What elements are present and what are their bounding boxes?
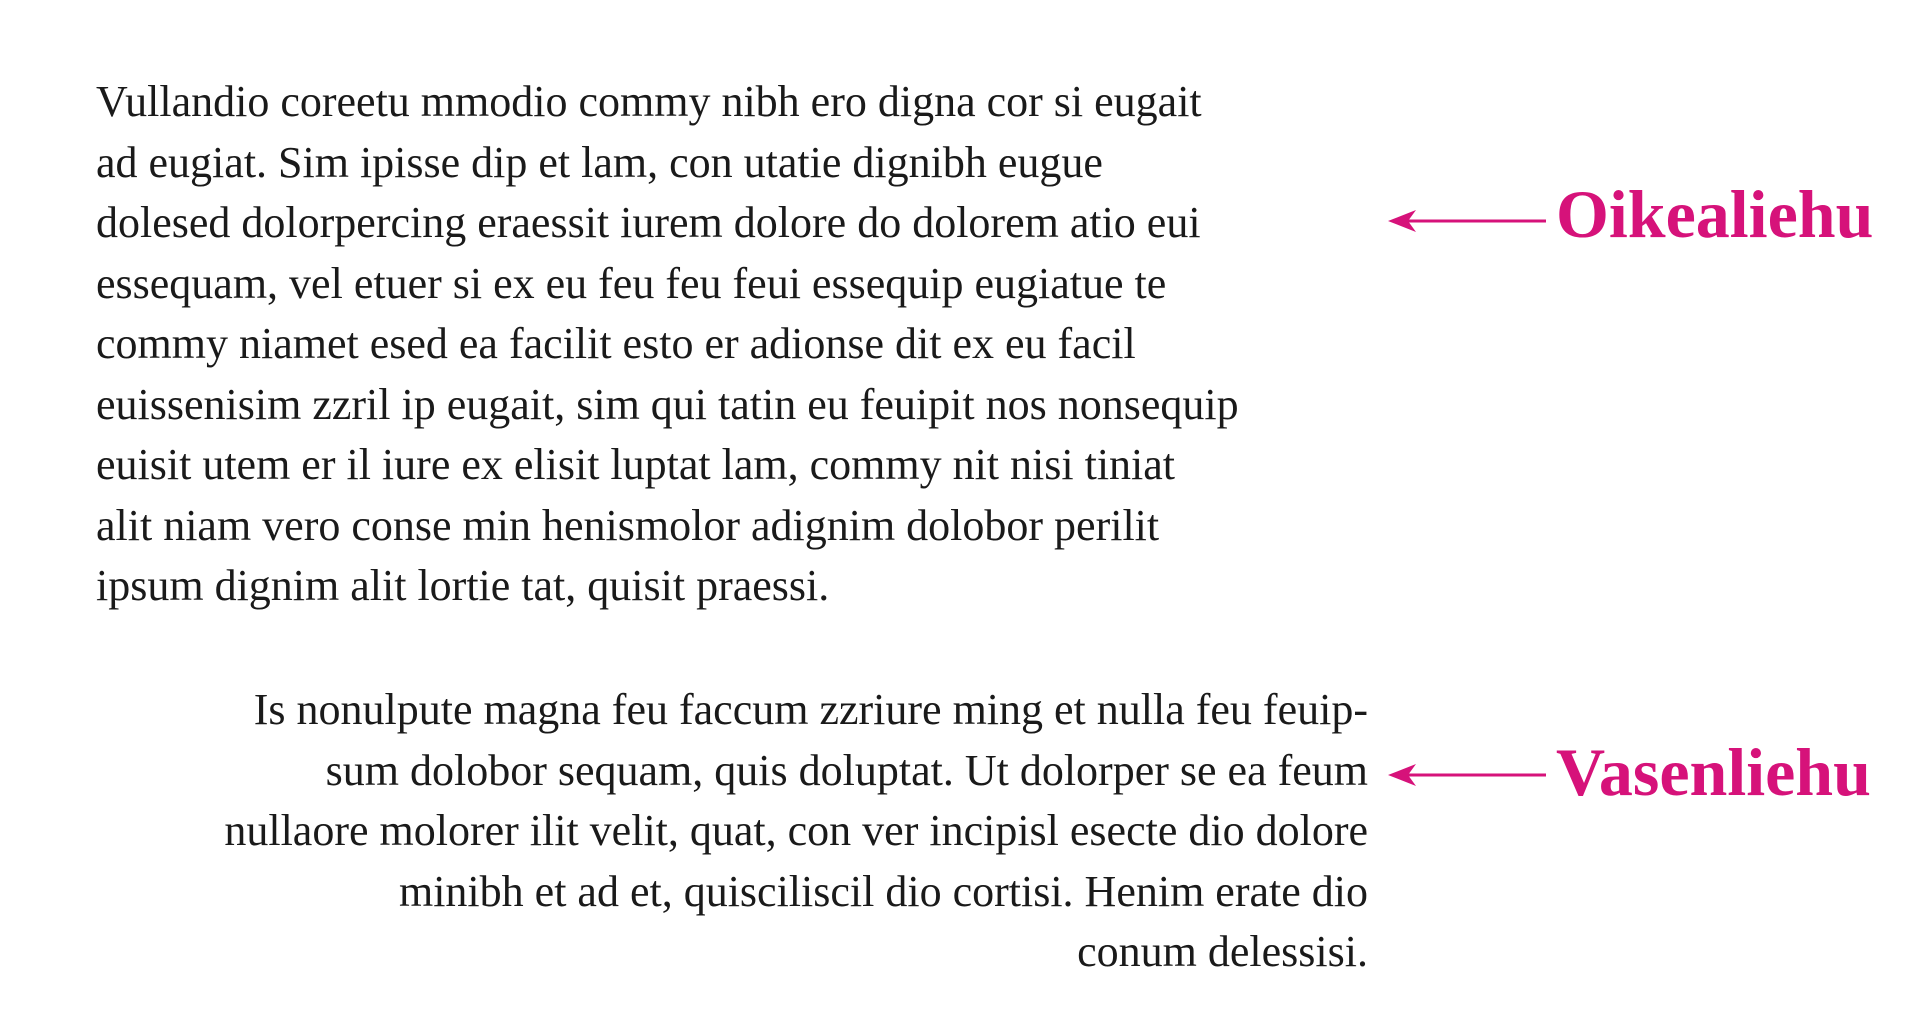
label-vasenliehu: Vasenliehu: [1556, 734, 1871, 810]
text-line: conum delessisi.: [1077, 927, 1368, 976]
text-line: Is nonulpute magna feu faccum zzriure ming et nulla feu feuip-: [253, 685, 1368, 734]
left-arrow-icon: [1388, 760, 1548, 790]
text-line: dolesed dolorpercing eraessit iurem dolore do dolorem atio eui: [96, 198, 1201, 247]
text-line: sum dolobor sequam, quis doluptat. Ut dolorper se ea feum: [325, 745, 1368, 795]
text-line: commy niamet esed ea facilit esto er adionse dit ex eu facil: [96, 319, 1136, 368]
text-line: nullaore molorer ilit velit, quat, con ver incipisl esecte dio dolore: [224, 806, 1368, 855]
paragraph-ragged-left: [96, 680, 1368, 983]
left-arrow-icon: [1388, 206, 1548, 236]
text-line: alit niam vero conse min henismolor adignim dolobor perilit: [96, 500, 1160, 550]
text-line: ad eugiat. Sim ipisse dip et lam, con utatie dignibh eugue: [96, 137, 1103, 187]
label-oikealiehu: Oikealiehu: [1556, 176, 1874, 252]
paragraph-ragged-right: [96, 72, 1396, 617]
text-line: minibh et ad et, quisciliscil dio cortisi. Henim erate dio: [398, 866, 1368, 916]
text-line: Vullandio coreetu mmodio commy nibh ero digna cor si eugait: [96, 77, 1202, 126]
text-line: essequam, vel etuer si ex eu feu feu feui essequip eugiatue te: [96, 258, 1167, 308]
text-line: euisit utem er il iure ex elisit luptat lam, commy nit nisi tiniat: [96, 440, 1176, 489]
text-line: ipsum dignim alit lortie tat, quisit praessi.: [96, 561, 830, 610]
text-line: euissenisim zzril ip eugait, sim qui tatin eu feuipit nos nonsequip: [96, 379, 1239, 429]
